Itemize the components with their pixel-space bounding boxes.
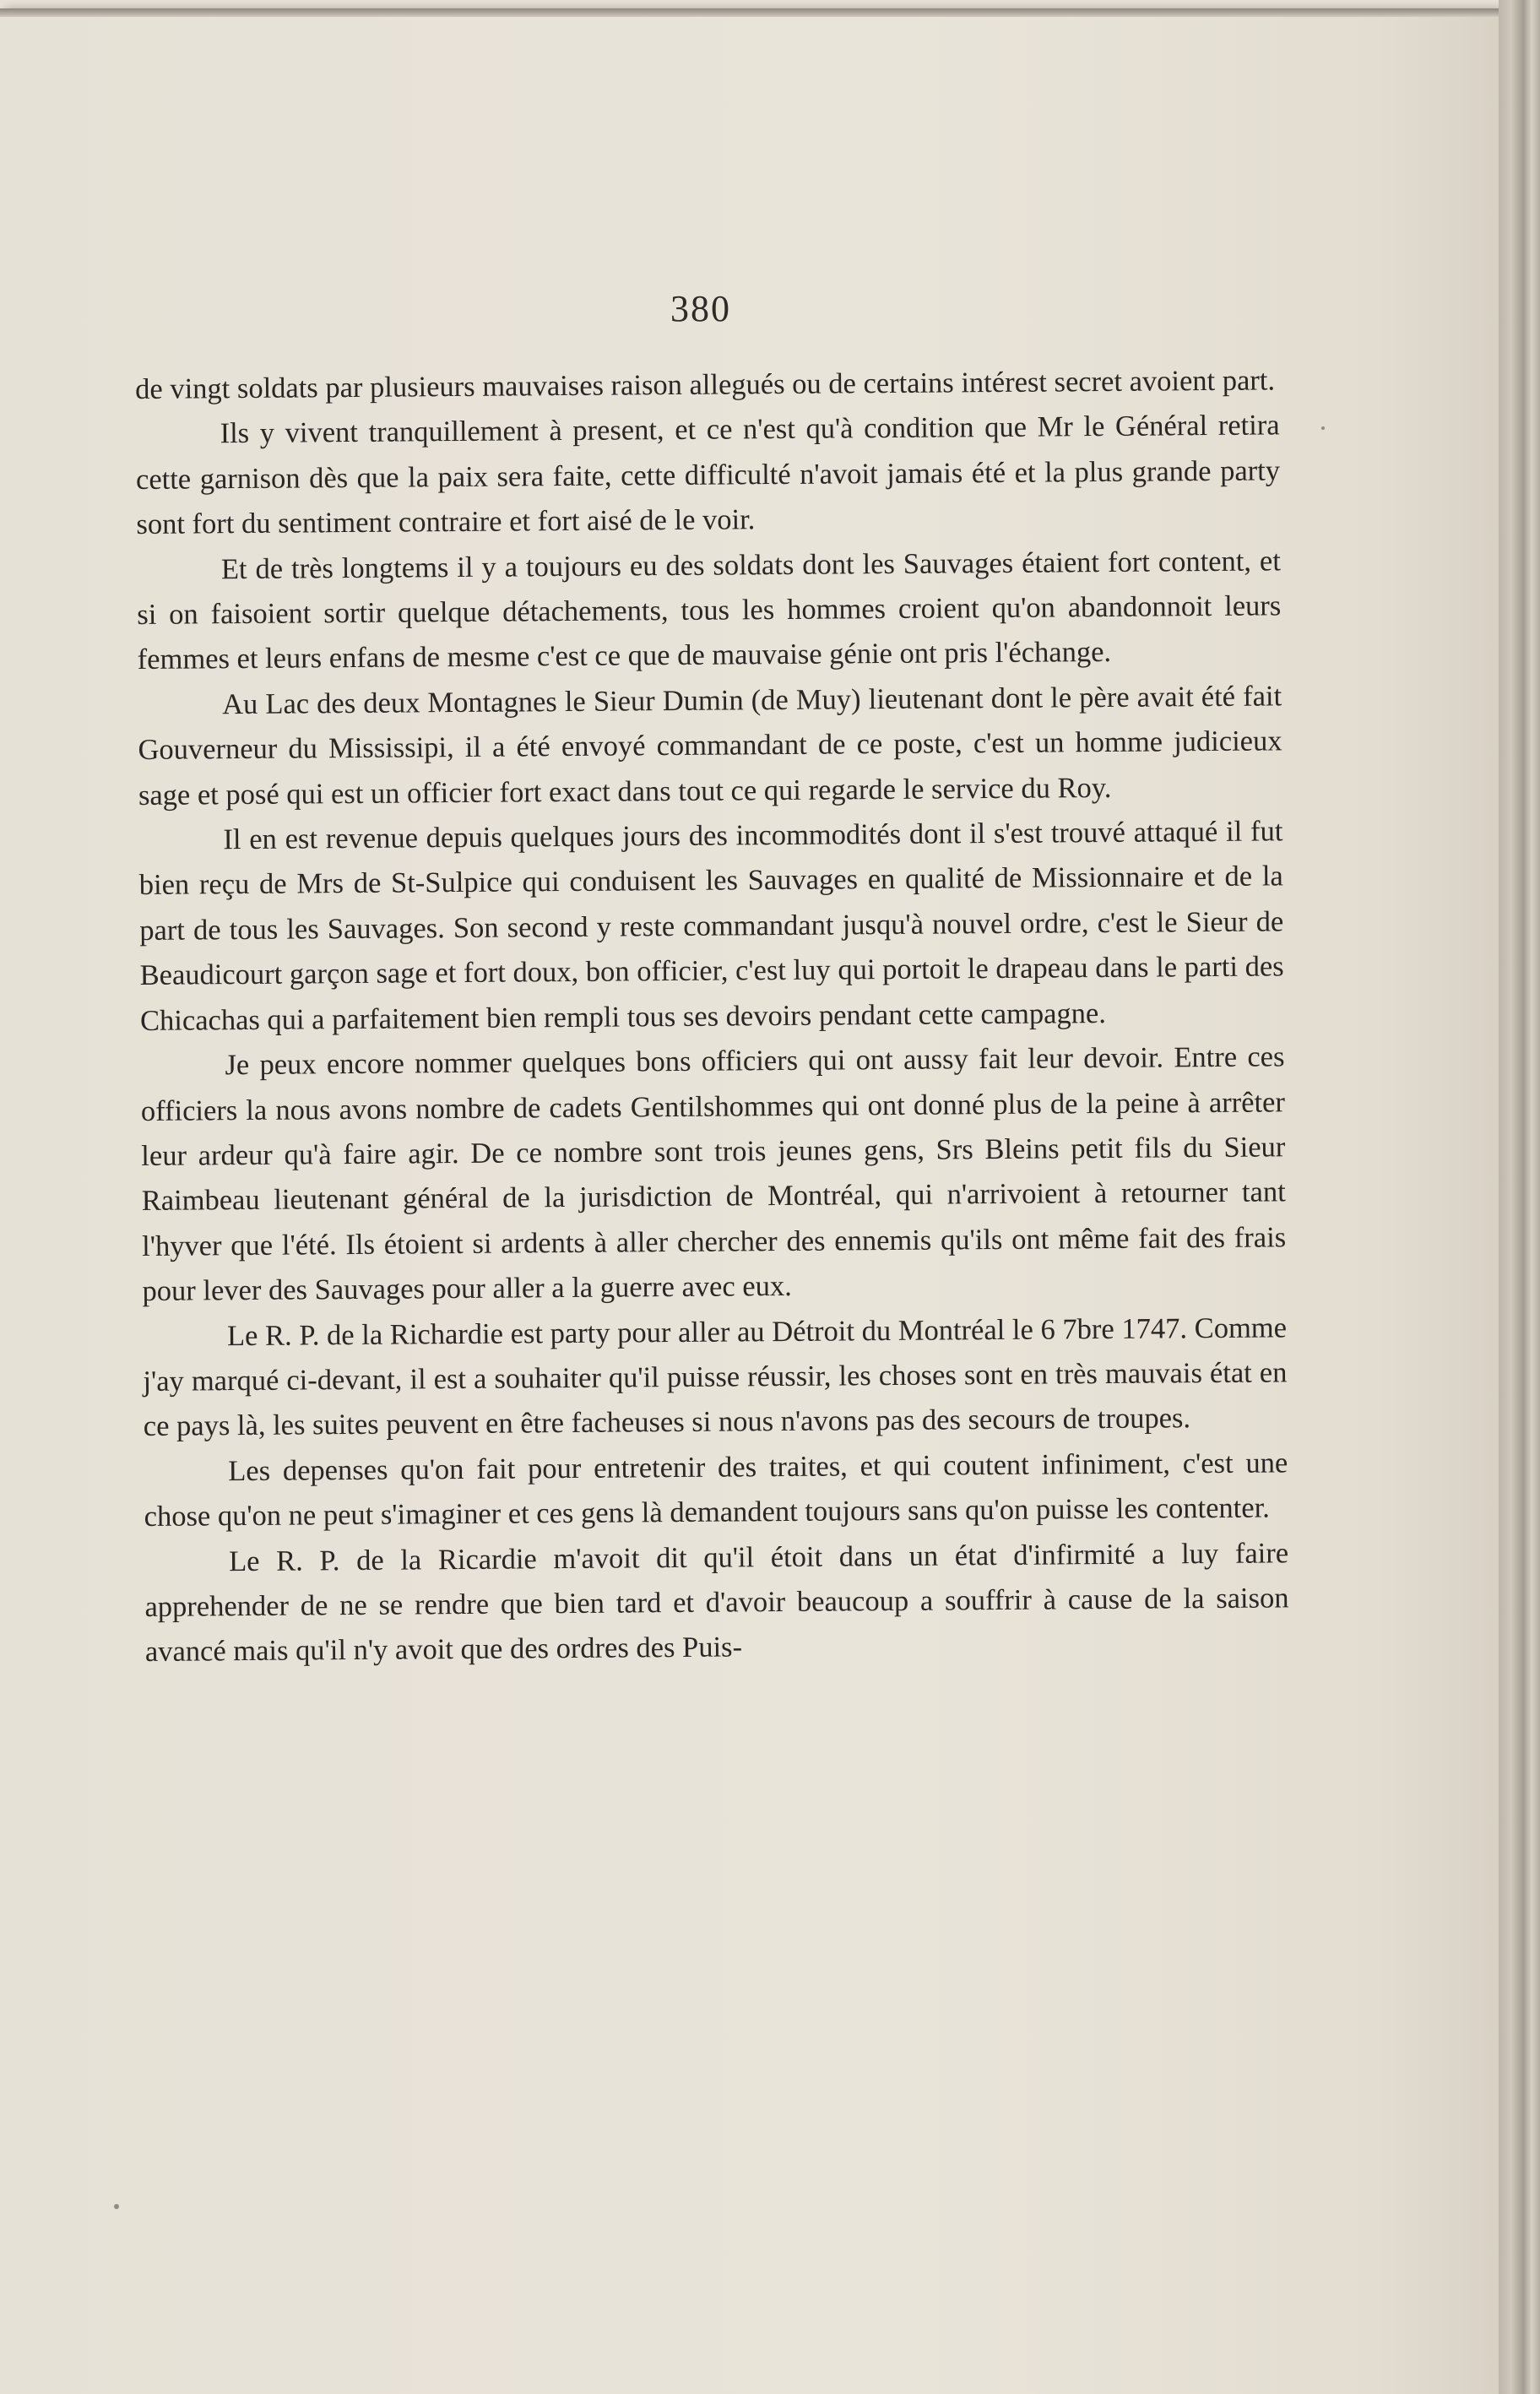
paragraph-6: Je peux encore nommer quelques bons officiers qui ont aussy fait leur devoir. Entre ces officiers la nous avons nombre de cadets Gentilshommes qui ont donné plus de la peine à arrêter leur ardeur qu'à faire agir. De ce nombre sont trois jeunes gens, Srs Bleins petit fils du Sieur Raimbeau lieutenant général de la jurisdiction de Montréal, qui n'arrivoient à retourner tant l'hyver que l'été. Ils étoient si ardents à aller chercher des ennemis qu'ils ont même fait des frais pour lever des Sauvages pour aller a la guerre avec eux. xyxy=(140,1040,1287,1308)
ink-speck xyxy=(1321,426,1325,430)
paragraph-5: Il en est revenue depuis quelques jours des incommodités dont il s'est trouvé attaqué il fut bien reçu de Mrs de St-Sulpice qui conduisent les Sauvages en qualité de Missionnaire et de la part de tous les Sauvages. Son second y reste commandant jusqu'à nouvel ordre, c'est le Sieur de Beaudicourt garçon sage et fort doux, bon officier, c'est luy qui portoit le drapeau dans le parti des Chicachas qui a parfaitement bien rempli tous ses devoirs pendant cette campagne. xyxy=(138,815,1284,1037)
book-binding-edge xyxy=(1499,0,1540,2394)
paragraph-7: Le R. P. de la Richardie est party pour aller au Détroit du Montréal le 6 7bre 1747. Comme j'ay marqué ci-devant, il est a souhaiter qu'il puisse réussir, les choses sont en très mauvais état en ce pays là, les suites peuvent en être facheuses si nous n'avons pas des secours de troupes. xyxy=(143,1311,1288,1443)
page-number: 380 xyxy=(670,288,731,329)
paragraph-9: Le R. P. de la Ricardie m'avoit dit qu'il étoit dans un état d'infirmité a luy faire apprehender de ne se rendre que bien tard et d'avoir beaucoup a souffrir à cause de la saison avancé mais qu'il n'y avoit que des ordres des Puis- xyxy=(144,1536,1289,1669)
paragraph-2: Ils y vivent tranquillement à present, et ce n'est qu'à condition que Mr le Général retira cette garnison dès que la paix sera faite, cette difficulté n'avoit jamais été et la plus grande party sont fort du sentiment contraire et fort aisé de le voir. xyxy=(135,409,1281,541)
ink-speck xyxy=(114,2204,119,2209)
body-text xyxy=(135,358,1289,1675)
paragraph-3: Et de très longtems il y a toujours eu des soldats dont les Sauvages étaient fort content, et si on faisoient sortir quelque détachements, tous les hommes croient qu'on abandonnoit leurs femmes et leurs enfans de mesme c'est ce que de mauvaise génie ont pris l'échange. xyxy=(137,544,1282,676)
page-sheet xyxy=(0,8,1499,2394)
paragraph-8: Les depenses qu'on fait pour entretenir des traites, et qui coutent infiniment, c'est une chose qu'on ne peut s'imaginer et ces gens là demandent toujours sans qu'on puisse les contenter. xyxy=(144,1447,1288,1534)
page-top-edge xyxy=(0,8,1511,17)
paragraph-1: de vingt soldats par plusieurs mauvaises raison allegués ou de certains intérest secret avoient part. xyxy=(135,364,1276,405)
paragraph-4: Au Lac des deux Montagnes le Sieur Dumin (de Muy) lieutenant dont le père avait été fait Gouverneur du Mississipi, il a été envoyé commandant de ce poste, c'est un homme judicieux sage et posé qui est un officier fort exact dans tout ce qui regarde le service du Roy. xyxy=(138,680,1282,812)
